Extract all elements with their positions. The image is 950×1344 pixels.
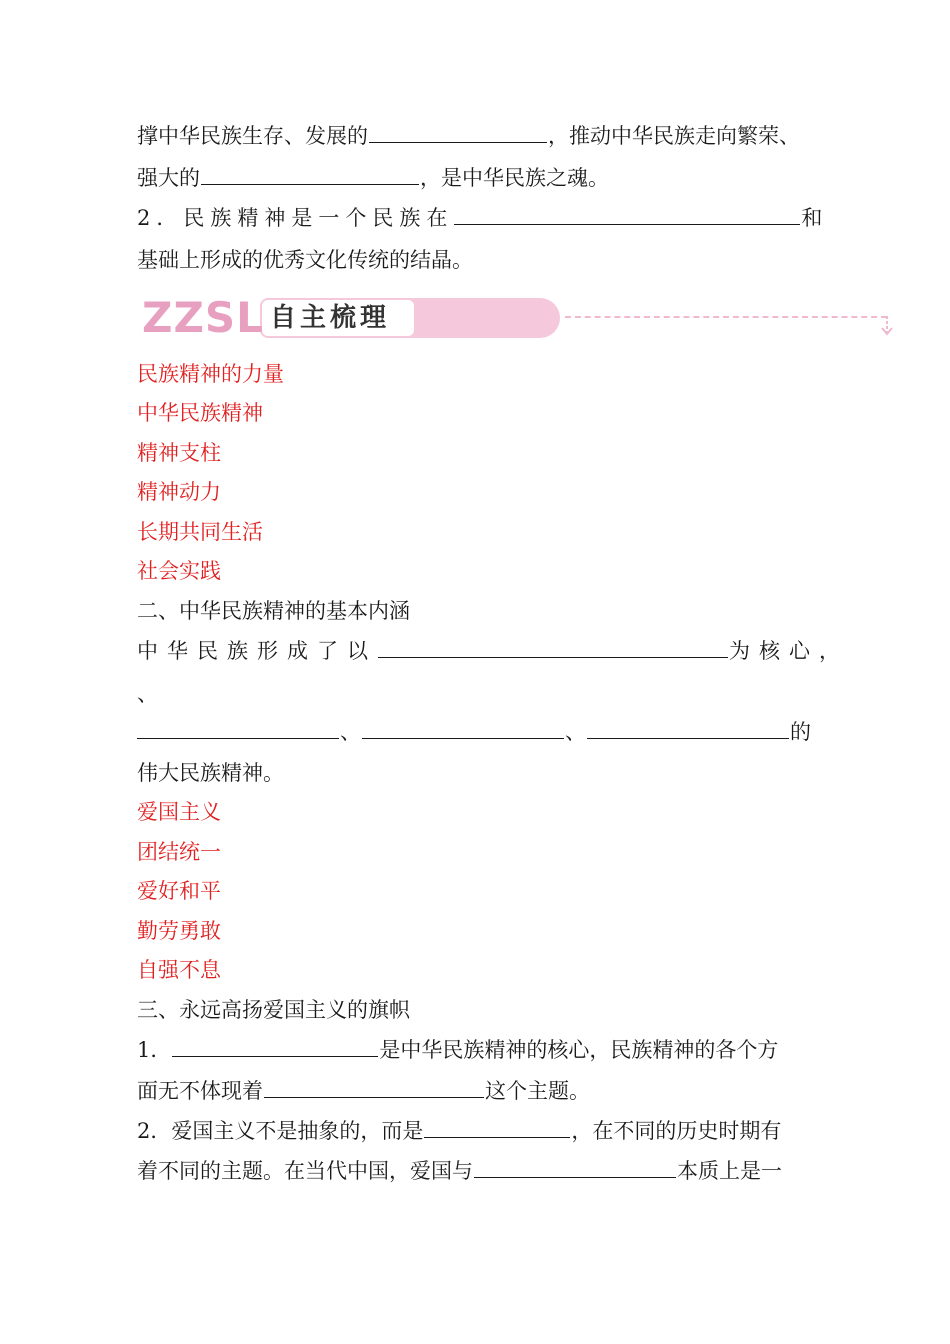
section2-line-3 [137, 718, 817, 746]
answer-item: 长期共同生活 [137, 520, 263, 544]
fill-blank[interactable] [474, 1157, 676, 1178]
answer-item: 团结统一 [137, 840, 221, 864]
question-text: 是中华民族精神的核心，民族精神的各个方 [379, 1038, 779, 1062]
question-text: ，在不同的历史时期有 [571, 1119, 782, 1143]
section3-question-1-cont [137, 1077, 817, 1105]
section2-text: 的 [790, 720, 811, 744]
intro-text: ，推动中华民族走向繁荣、 [548, 124, 800, 148]
section3-question-2-cont [137, 1157, 817, 1185]
question-text: 着不同的主题。在当代中国，爱国与 [137, 1159, 473, 1183]
question-text: 面无不体现着 [137, 1079, 263, 1103]
intro-text: ，是中华民族之魂。 [420, 166, 609, 190]
question-number: 1． [137, 1038, 172, 1062]
section3-question-1 [137, 1036, 817, 1064]
question-text: 和 [801, 206, 823, 230]
section-heading: 三、永远高扬爱国主义的旗帜 [137, 998, 410, 1022]
section-heading: 二、中华民族精神的基本内涵 [137, 599, 410, 623]
fill-blank[interactable] [454, 204, 800, 225]
separator: 、 [565, 720, 586, 744]
section2-text: 为核心， [729, 639, 849, 663]
question-text: 基础上形成的优秀文化传统的结晶。 [137, 248, 473, 272]
answer-item: 精神支柱 [137, 441, 221, 465]
answer-item: 社会实践 [137, 559, 221, 583]
intro-line-2 [137, 164, 817, 192]
section-banner [140, 290, 760, 350]
answer-item: 爱国主义 [137, 800, 221, 824]
answer-item: 中华民族精神 [137, 401, 263, 425]
question-text: 2．民族精神是一个民族在 [137, 206, 454, 230]
fill-blank[interactable] [378, 637, 728, 658]
arrow-down-icon [880, 316, 894, 338]
separator-mark: 、 [137, 682, 158, 706]
section2-line-1 [137, 637, 849, 665]
answer-item: 自强不息 [137, 958, 221, 982]
fill-blank[interactable] [172, 1036, 378, 1057]
fill-blank[interactable] [587, 718, 789, 739]
fill-blank[interactable] [137, 718, 339, 739]
fill-blank[interactable] [424, 1117, 570, 1138]
section3-question-2 [137, 1117, 817, 1145]
fill-blank[interactable] [369, 122, 547, 143]
fill-blank[interactable] [362, 718, 564, 739]
banner-dashed-line [565, 316, 887, 318]
intro-text: 强大的 [137, 166, 200, 190]
answer-item: 勤劳勇敢 [137, 919, 221, 943]
question-text: 这个主题。 [485, 1079, 590, 1103]
answer-item: 爱好和平 [137, 879, 221, 903]
intro-line-1 [137, 122, 817, 150]
question-text: 2．爱国主义不是抽象的，而是 [137, 1119, 424, 1143]
fill-blank[interactable] [201, 164, 419, 185]
answer-item: 民族精神的力量 [137, 362, 284, 386]
separator: 、 [340, 720, 361, 744]
intro-text: 撑中华民族生存、发展的 [137, 124, 368, 148]
intro-question-2 [137, 204, 823, 232]
intro-line-4 [137, 246, 817, 274]
fill-blank[interactable] [264, 1077, 484, 1098]
answer-item: 精神动力 [137, 480, 221, 504]
section2-text: 中华民族形成了以 [137, 639, 377, 663]
banner-title: 自主梳理 [270, 303, 391, 333]
question-text: 本质上是一 [677, 1159, 782, 1183]
section2-line-4: 伟大民族精神。 [137, 761, 284, 785]
banner-logo-letters: ZZSL [142, 293, 264, 342]
